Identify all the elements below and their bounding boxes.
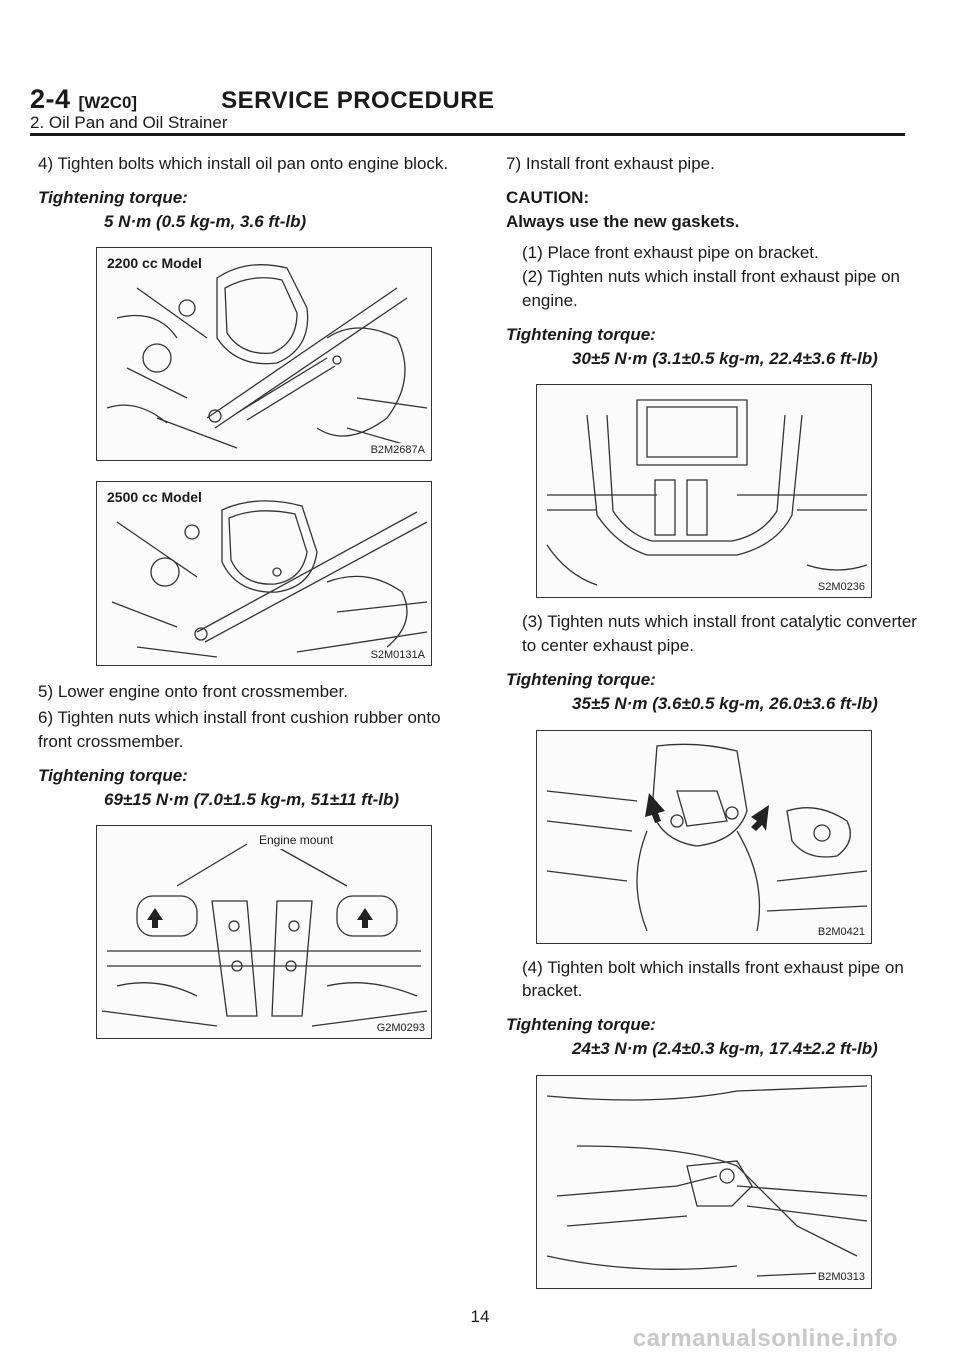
torque-label: Tightening torque: xyxy=(38,765,188,785)
step-5: 5) Lower engine onto front crossmember. xyxy=(38,682,348,702)
figure-code: S2M0131A xyxy=(369,648,427,663)
torque-value: 5 N·m (0.5 kg-m, 3.6 ft-lb) xyxy=(104,211,307,231)
header-rule xyxy=(30,133,905,136)
figure-exhaust-pipe xyxy=(536,384,872,598)
step-7: 7) Install front exhaust pipe. xyxy=(506,154,715,173)
torque-value: 35±5 N·m (3.6±0.5 kg-m, 26.0±3.6 ft-lb) xyxy=(572,693,878,713)
figure-exhaust-bracket xyxy=(536,1075,872,1289)
figure-code: B2M0421 xyxy=(816,925,867,940)
figure-engine-mount xyxy=(96,825,432,1039)
figure-code: B2M0313 xyxy=(816,1270,867,1285)
substep-2: (2) Tighten nuts which install front exhaust pipe on engine. xyxy=(522,267,900,310)
figure-2200cc xyxy=(96,247,432,461)
substep-1: (1) Place front exhaust pipe on bracket. xyxy=(522,243,819,263)
figure-label: 2200 cc Model xyxy=(105,254,204,274)
section-code: [W2C0] xyxy=(78,93,138,112)
figure-code: S2M0236 xyxy=(816,580,867,595)
exhaust-bracket-illustration xyxy=(537,1076,871,1288)
engine-mount-illustration xyxy=(97,826,431,1038)
substep-4: (4) Tighten bolt which installs front exhaust pipe on bracket. xyxy=(522,957,904,1001)
oil-pan-2200-illustration xyxy=(97,248,431,460)
step-4: 4) Tighten bolts which install oil pan onto engine block. xyxy=(38,154,449,173)
exhaust-pipe-illustration xyxy=(537,385,871,597)
substep-3: (3) Tighten nuts which install front catalytic converter to center exhaust pipe. xyxy=(522,612,917,656)
watermark: carmanualsonline.info xyxy=(632,1325,898,1352)
figure-catalytic-converter xyxy=(536,730,872,944)
figure-code: B2M2687A xyxy=(369,443,427,458)
figure-2500cc xyxy=(96,481,432,666)
torque-label: Tightening torque: xyxy=(506,1015,656,1035)
torque-label: Tightening torque: xyxy=(506,324,656,344)
figure-code: G2M0293 xyxy=(375,1021,427,1036)
torque-value: 30±5 N·m (3.1±0.5 kg-m, 22.4±3.6 ft-lb) xyxy=(572,348,878,368)
caution-text: Always use the new gaskets. xyxy=(506,211,740,231)
figure-label: 2500 cc Model xyxy=(105,488,204,508)
page-header xyxy=(30,84,905,133)
page-title: SERVICE PROCEDURE xyxy=(221,87,495,114)
right-column xyxy=(506,150,921,1289)
caution-title: CAUTION: xyxy=(506,187,590,207)
left-column xyxy=(38,150,453,1039)
section-number: 2-4 xyxy=(30,84,71,114)
torque-label: Tightening torque: xyxy=(506,669,656,689)
torque-value: 24±3 N·m (2.4±0.3 kg-m, 17.4±2.2 ft-lb) xyxy=(572,1038,878,1058)
torque-value: 69±15 N·m (7.0±1.5 kg-m, 51±11 ft-lb) xyxy=(104,789,400,809)
step-6: 6) Tighten nuts which install front cushion rubber onto front crossmember. xyxy=(38,708,441,751)
engine-mount-callout: Engine mount xyxy=(259,833,334,848)
page-number: 14 xyxy=(470,1307,490,1326)
catalytic-converter-illustration xyxy=(537,731,871,943)
page-subtitle: 2. Oil Pan and Oil Strainer xyxy=(30,113,228,132)
oil-pan-2500-illustration xyxy=(97,482,431,665)
torque-label: Tightening torque: xyxy=(38,187,188,207)
